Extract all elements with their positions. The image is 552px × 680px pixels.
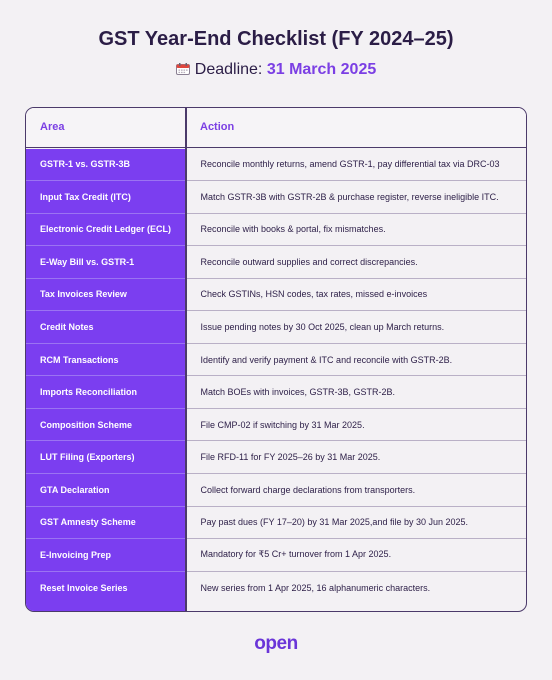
column-header-area: Area xyxy=(40,121,65,133)
table-row xyxy=(26,311,526,344)
table-row xyxy=(26,149,526,182)
row-area-cell: LUT Filing (Exporters) xyxy=(26,441,185,474)
column-header-action: Action xyxy=(200,121,235,133)
deadline-date: 31 March 2025 xyxy=(266,61,377,78)
row-action-cell: Pay past dues (FY 17–20) by 31 Mar 2025,and file by 30 Jun 2025. xyxy=(187,507,527,540)
table-row xyxy=(26,344,526,377)
row-action-cell: File RFD-11 for FY 2025–26 by 31 Mar 2025. xyxy=(187,441,527,474)
row-area-cell: Composition Scheme xyxy=(26,409,185,442)
row-area-cell: E-Invoicing Prep xyxy=(26,539,185,572)
row-area-cell: Credit Notes xyxy=(26,311,185,344)
row-area-cell: Imports Reconciliation xyxy=(26,376,185,409)
table-row xyxy=(26,376,526,409)
row-area-cell: GST Amnesty Scheme xyxy=(26,507,185,540)
checklist-table xyxy=(25,107,527,612)
table-row xyxy=(26,539,526,572)
row-action-cell: File CMP-02 if switching by 31 Mar 2025. xyxy=(187,409,527,442)
calendar-icon xyxy=(176,62,190,74)
row-area-cell: Reset Invoice Series xyxy=(40,582,128,593)
open-logo: open xyxy=(254,633,298,654)
table-row xyxy=(26,441,526,474)
table-row xyxy=(26,572,526,605)
table-row xyxy=(26,246,526,279)
row-area-cell: Input Tax Credit (ITC) xyxy=(26,181,185,214)
row-action-cell: Mandatory for ₹5 Cr+ turnover from 1 Apr 2025. xyxy=(187,539,527,572)
row-action-cell: Issue pending notes by 30 Oct 2025, clean up March returns. xyxy=(187,311,527,344)
table-row xyxy=(26,507,526,540)
row-area-cell: RCM Transactions xyxy=(26,344,185,377)
row-action-cell: Match BOEs with invoices, GSTR-3B, GSTR-2B. xyxy=(187,376,527,409)
deadline-label: Deadline: xyxy=(194,61,263,78)
table-row xyxy=(26,279,526,312)
row-action-cell: Reconcile outward supplies and correct discrepancies. xyxy=(187,246,527,279)
row-action-cell: Match GSTR-3B with GSTR-2B & purchase register, reverse ineligible ITC. xyxy=(187,181,527,214)
row-action-cell: Reconcile monthly returns, amend GSTR-1, pay differential tax via DRC-03 xyxy=(187,149,527,182)
table-row xyxy=(26,409,526,442)
row-action-cell: Reconcile with books & portal, fix mismatches. xyxy=(187,214,527,247)
table-header xyxy=(26,108,526,148)
table-row xyxy=(26,474,526,507)
row-area-cell: Tax Invoices Review xyxy=(26,279,185,312)
table-row xyxy=(26,214,526,247)
deadline-line xyxy=(0,61,552,79)
row-action-cell: New series from 1 Apr 2025, 16 alphanumeric characters. xyxy=(200,582,431,593)
page-title: GST Year-End Checklist (FY 2024–25) xyxy=(98,28,454,50)
row-action-cell: Collect forward charge declarations from transporters. xyxy=(187,474,527,507)
row-area-cell: E-Way Bill vs. GSTR-1 xyxy=(26,246,185,279)
table-row xyxy=(26,181,526,214)
row-area-cell: GTA Declaration xyxy=(26,474,185,507)
table-body xyxy=(26,149,526,605)
row-action-cell: Check GSTINs, HSN codes, tax rates, missed e-invoices xyxy=(187,279,527,312)
row-area-cell: GSTR-1 vs. GSTR-3B xyxy=(26,149,185,182)
row-action-cell: Identify and verify payment & ITC and reconcile with GSTR-2B. xyxy=(187,344,527,377)
row-area-cell: Electronic Credit Ledger (ECL) xyxy=(26,214,185,247)
